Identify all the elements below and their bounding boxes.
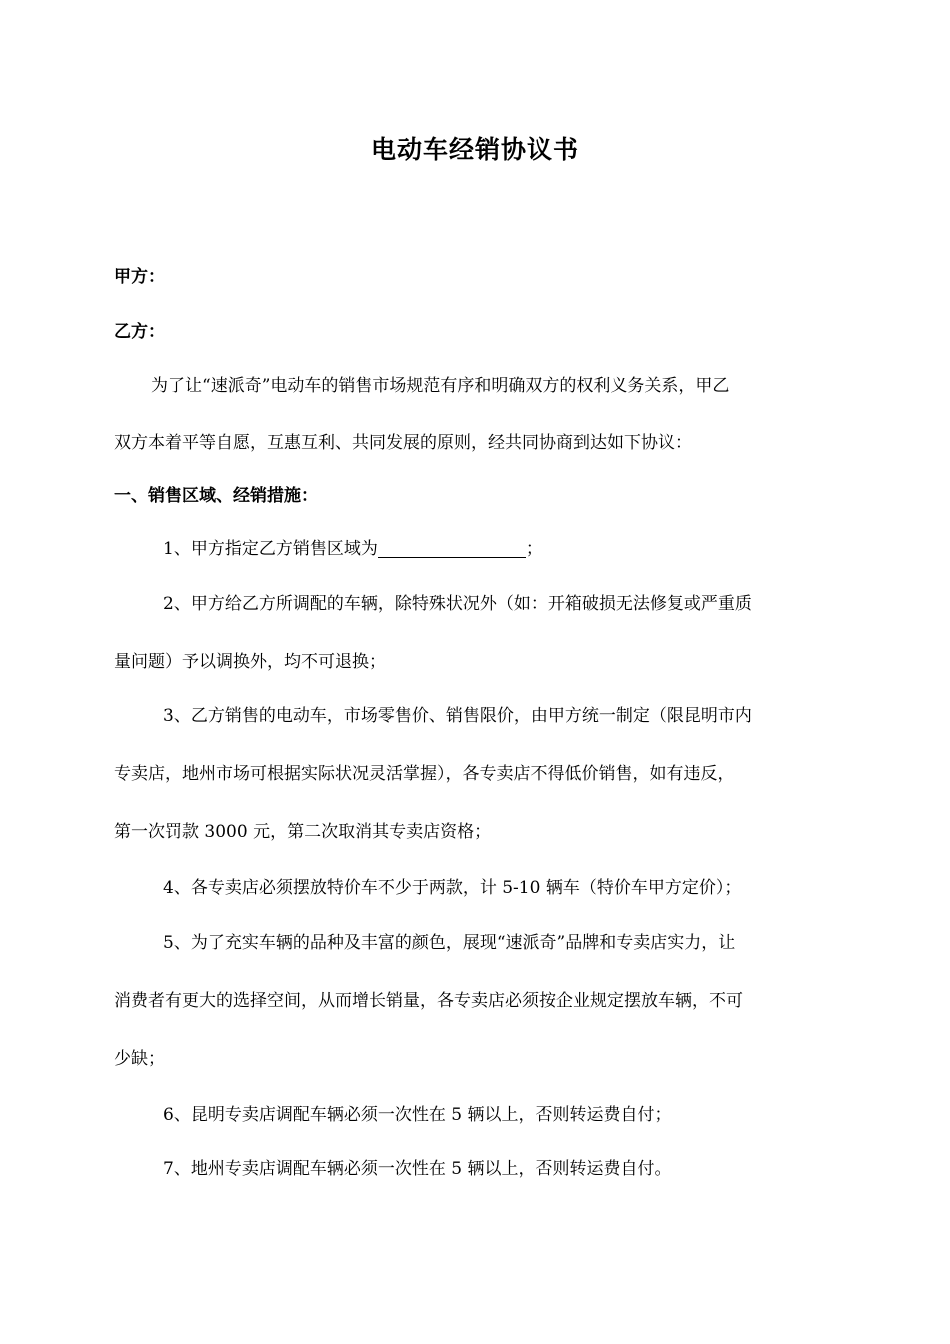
item-2-line-2: 量问题）予以调换外，均不可退换； bbox=[114, 652, 386, 672]
party-a-label: 甲方： bbox=[114, 267, 165, 287]
item-6: 6、昆明专卖店调配车辆必须一次性在 5 辆以上，否则转运费自付； bbox=[163, 1105, 672, 1125]
item-5-line-3: 少缺； bbox=[114, 1049, 165, 1069]
item-3-line-3: 第一次罚款 3000 元，第二次取消其专卖店资格； bbox=[114, 822, 492, 842]
intro-line-2: 双方本着平等自愿，互惠互利、共同发展的原则，经共同协商到达如下协议： bbox=[114, 433, 692, 453]
item-4: 4、各专卖店必须摆放特价车不少于两款，计 5-10 辆车（特价车甲方定价）； bbox=[163, 878, 742, 898]
party-b-label: 乙方： bbox=[114, 322, 165, 342]
item-1-suffix: ； bbox=[525, 539, 543, 559]
sales-region-blank[interactable] bbox=[378, 537, 526, 558]
item-3-line-2: 专卖店，地州市场可根据实际状况灵活掌握），各专卖店不得低价销售，如有违反， bbox=[114, 764, 735, 784]
item-1 bbox=[163, 535, 893, 563]
item-7: 7、地州专卖店调配车辆必须一次性在 5 辆以上，否则转运费自付。 bbox=[163, 1159, 672, 1179]
intro-line-1: 为了让“速派奇”电动车的销售市场规范有序和明确双方的权利义务关系，甲乙 bbox=[151, 376, 730, 396]
item-3-line-1: 3、乙方销售的电动车，市场零售价、销售限价，由甲方统一制定（限昆明市内 bbox=[163, 706, 752, 726]
item-5-line-2: 消费者有更大的选择空间，从而增长销量，各专卖店必须按企业规定摆放车辆，不可 bbox=[114, 991, 743, 1011]
section1-heading: 一、销售区域、经销措施： bbox=[114, 486, 318, 506]
document-title: 电动车经销协议书 bbox=[370, 135, 579, 164]
item-5-line-1: 5、为了充实车辆的品种及丰富的颜色，展现“速派奇”品牌和专卖店实力，让 bbox=[163, 933, 736, 953]
item-2-line-1: 2、甲方给乙方所调配的车辆，除特殊状况外（如：开箱破损无法修复或严重质 bbox=[163, 594, 752, 614]
item-1-text: 1、甲方指定乙方销售区域为 bbox=[163, 539, 378, 559]
